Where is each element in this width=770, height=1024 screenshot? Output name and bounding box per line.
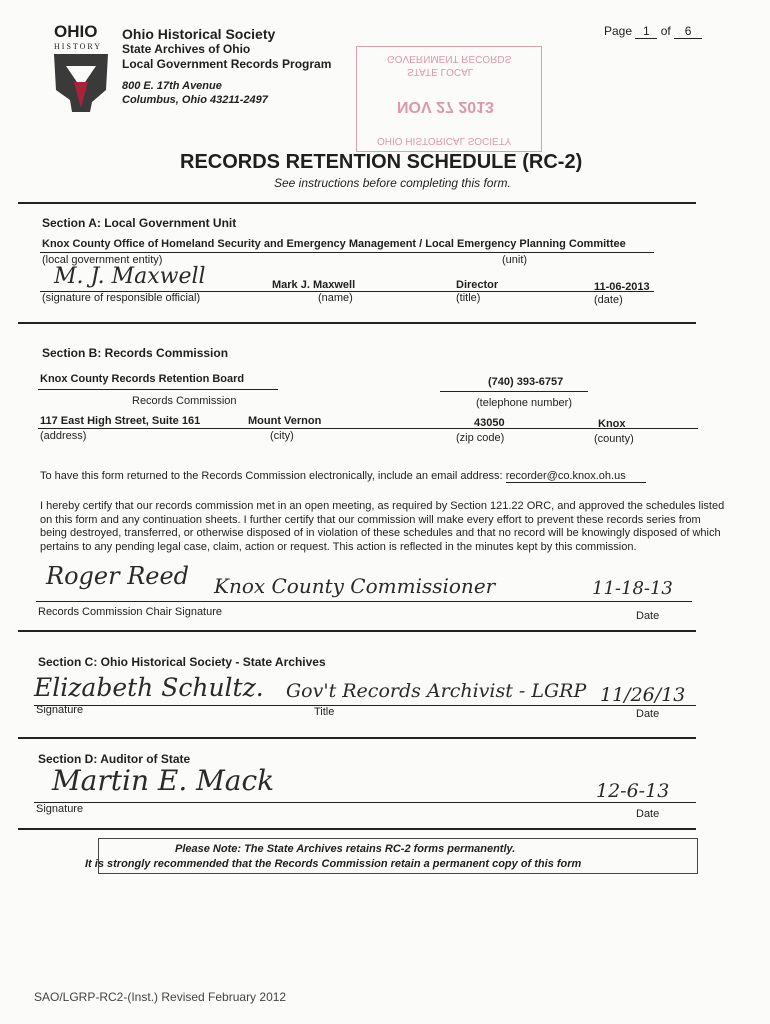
address-value: 117 East High Street, Suite 161 bbox=[40, 415, 201, 427]
city-label: (city) bbox=[270, 430, 294, 442]
section-c-heading: Section C: Ohio Historical Society - State Archives bbox=[38, 655, 326, 669]
entity-value: Knox County Office of Homeland Security and Emergency Management / Local Emergency Planning Committee bbox=[42, 238, 626, 250]
page-indicator bbox=[604, 24, 702, 39]
form-title: RECORDS RETENTION SCHEDULE (RC-2) bbox=[180, 151, 583, 173]
phone-value: (740) 393-6757 bbox=[488, 376, 564, 388]
entity-label: (local government entity) bbox=[42, 254, 163, 266]
logo-text-bottom: HISTORY bbox=[54, 42, 103, 51]
note-line1: Please Note: The State Archives retains RC-2 forms permanently. bbox=[175, 843, 516, 855]
auditor-date-label: Date bbox=[636, 808, 660, 820]
address-line bbox=[38, 428, 698, 429]
archivist-title-label: Title bbox=[314, 706, 335, 718]
chair-signature: Roger Reed bbox=[46, 562, 190, 590]
org-name: Ohio Historical Society bbox=[122, 26, 276, 42]
stamp-line3: OHIO HISTORICAL SOCIETY bbox=[377, 135, 512, 146]
address-line1: 800 E. 17th Avenue bbox=[122, 80, 222, 92]
note-line2: It is strongly recommended that the Records Commission retain a permanent copy of this form bbox=[85, 858, 582, 870]
divider bbox=[18, 322, 696, 324]
section-d-heading: Section D: Auditor of State bbox=[38, 752, 191, 766]
official-signature: M. J. Maxwell bbox=[54, 264, 206, 289]
county-value: Knox bbox=[598, 418, 626, 430]
unit-label: (unit) bbox=[502, 254, 528, 266]
city-value: Mount Vernon bbox=[248, 415, 322, 427]
official-title: Director bbox=[456, 279, 499, 291]
archivist-title-handwritten: Gov't Records Archivist - LGRP bbox=[286, 680, 587, 702]
section-a-heading: Section A: Local Government Unit bbox=[42, 216, 237, 230]
archivist-signature-label: Signature bbox=[36, 704, 84, 716]
title-label-a: (title) bbox=[456, 292, 481, 304]
auditor-signature-line bbox=[34, 802, 696, 803]
date-label-a: (date) bbox=[594, 294, 623, 306]
org-line3: Local Government Records Program bbox=[122, 57, 332, 71]
official-date: 11-06-2013 bbox=[594, 281, 650, 293]
archivist-signature: Elizabeth Schultz. bbox=[34, 673, 264, 702]
chair-date-handwritten: 11-18-13 bbox=[592, 578, 673, 599]
stamp-line1: GOVERNMENT RECORDS bbox=[387, 53, 512, 64]
chair-signature-line bbox=[36, 601, 692, 602]
entity-line bbox=[40, 252, 654, 253]
phone-label: (telephone number) bbox=[476, 397, 573, 409]
chair-title-handwritten: Knox County Commissioner bbox=[214, 574, 496, 598]
divider bbox=[18, 828, 696, 830]
certification-text: I hereby certify that our records commission met in an open meeting, as required by Section 121.22 ORC, and approved the schedules listed on this form and any continuation sheets. I further certify that our commission will make every effort to prevent these records series from being destroyed, transferred, or otherwise disposed of in violation of these schedules and that no record will be knowingly disposed of which pertains to any pending legal case, claim, action or request. This action is reflected in the minutes kept by this commission. bbox=[40, 500, 725, 553]
stamp-line2: STATE LOCAL bbox=[407, 66, 474, 77]
page-total: 6 bbox=[674, 24, 702, 39]
archivist-date-label: Date bbox=[636, 708, 660, 720]
address-line2: Columbus, Ohio 43211-2497 bbox=[122, 94, 268, 106]
ohio-history-logo bbox=[52, 22, 112, 114]
commission-label: Records Commission bbox=[132, 395, 237, 407]
form-instructions: See instructions before completing this form. bbox=[274, 176, 511, 190]
auditor-signature-label: Signature bbox=[36, 803, 84, 815]
ohio-map-icon bbox=[52, 52, 110, 114]
form-id: SAO/LGRP-RC2-(Inst.) Revised February 2012 bbox=[34, 990, 287, 1004]
auditor-date-handwritten: 12-6-13 bbox=[596, 780, 670, 802]
section-b-heading: Section B: Records Commission bbox=[42, 346, 229, 360]
chair-label: Records Commission Chair Signature bbox=[38, 606, 223, 618]
page-number: 1 bbox=[635, 24, 657, 39]
official-name: Mark J. Maxwell bbox=[272, 279, 356, 291]
page-of-label: of bbox=[660, 24, 671, 38]
email-prompt bbox=[40, 470, 700, 483]
commission-name: Knox County Records Retention Board bbox=[40, 373, 245, 385]
name-label: (name) bbox=[318, 292, 353, 304]
org-line2: State Archives of Ohio bbox=[122, 42, 251, 56]
archivist-date-handwritten: 11/26/13 bbox=[600, 684, 686, 706]
county-label: (county) bbox=[594, 433, 634, 445]
divider bbox=[18, 202, 696, 204]
auditor-signature: Martin E. Mack bbox=[52, 764, 275, 797]
divider bbox=[18, 737, 696, 739]
email-value: recorder@co.knox.oh.us bbox=[506, 470, 646, 483]
note-box bbox=[85, 838, 698, 874]
address-label: (address) bbox=[40, 430, 87, 442]
received-stamp bbox=[356, 46, 542, 152]
commission-line bbox=[38, 389, 278, 390]
logo-text-top: OHIO bbox=[54, 22, 98, 41]
signature-label-a: (signature of responsible official) bbox=[42, 292, 201, 304]
stamp-date: NOV 27 2013 bbox=[397, 98, 494, 115]
zip-label: (zip code) bbox=[456, 432, 505, 444]
zip-value: 43050 bbox=[474, 417, 505, 429]
email-prompt-text: To have this form returned to the Records Commission electronically, include an email address: bbox=[40, 470, 503, 482]
divider bbox=[18, 630, 696, 632]
page-label: Page bbox=[604, 24, 633, 38]
archivist-signature-line bbox=[34, 705, 696, 706]
phone-line bbox=[440, 391, 588, 392]
chair-date-label: Date bbox=[636, 610, 660, 622]
